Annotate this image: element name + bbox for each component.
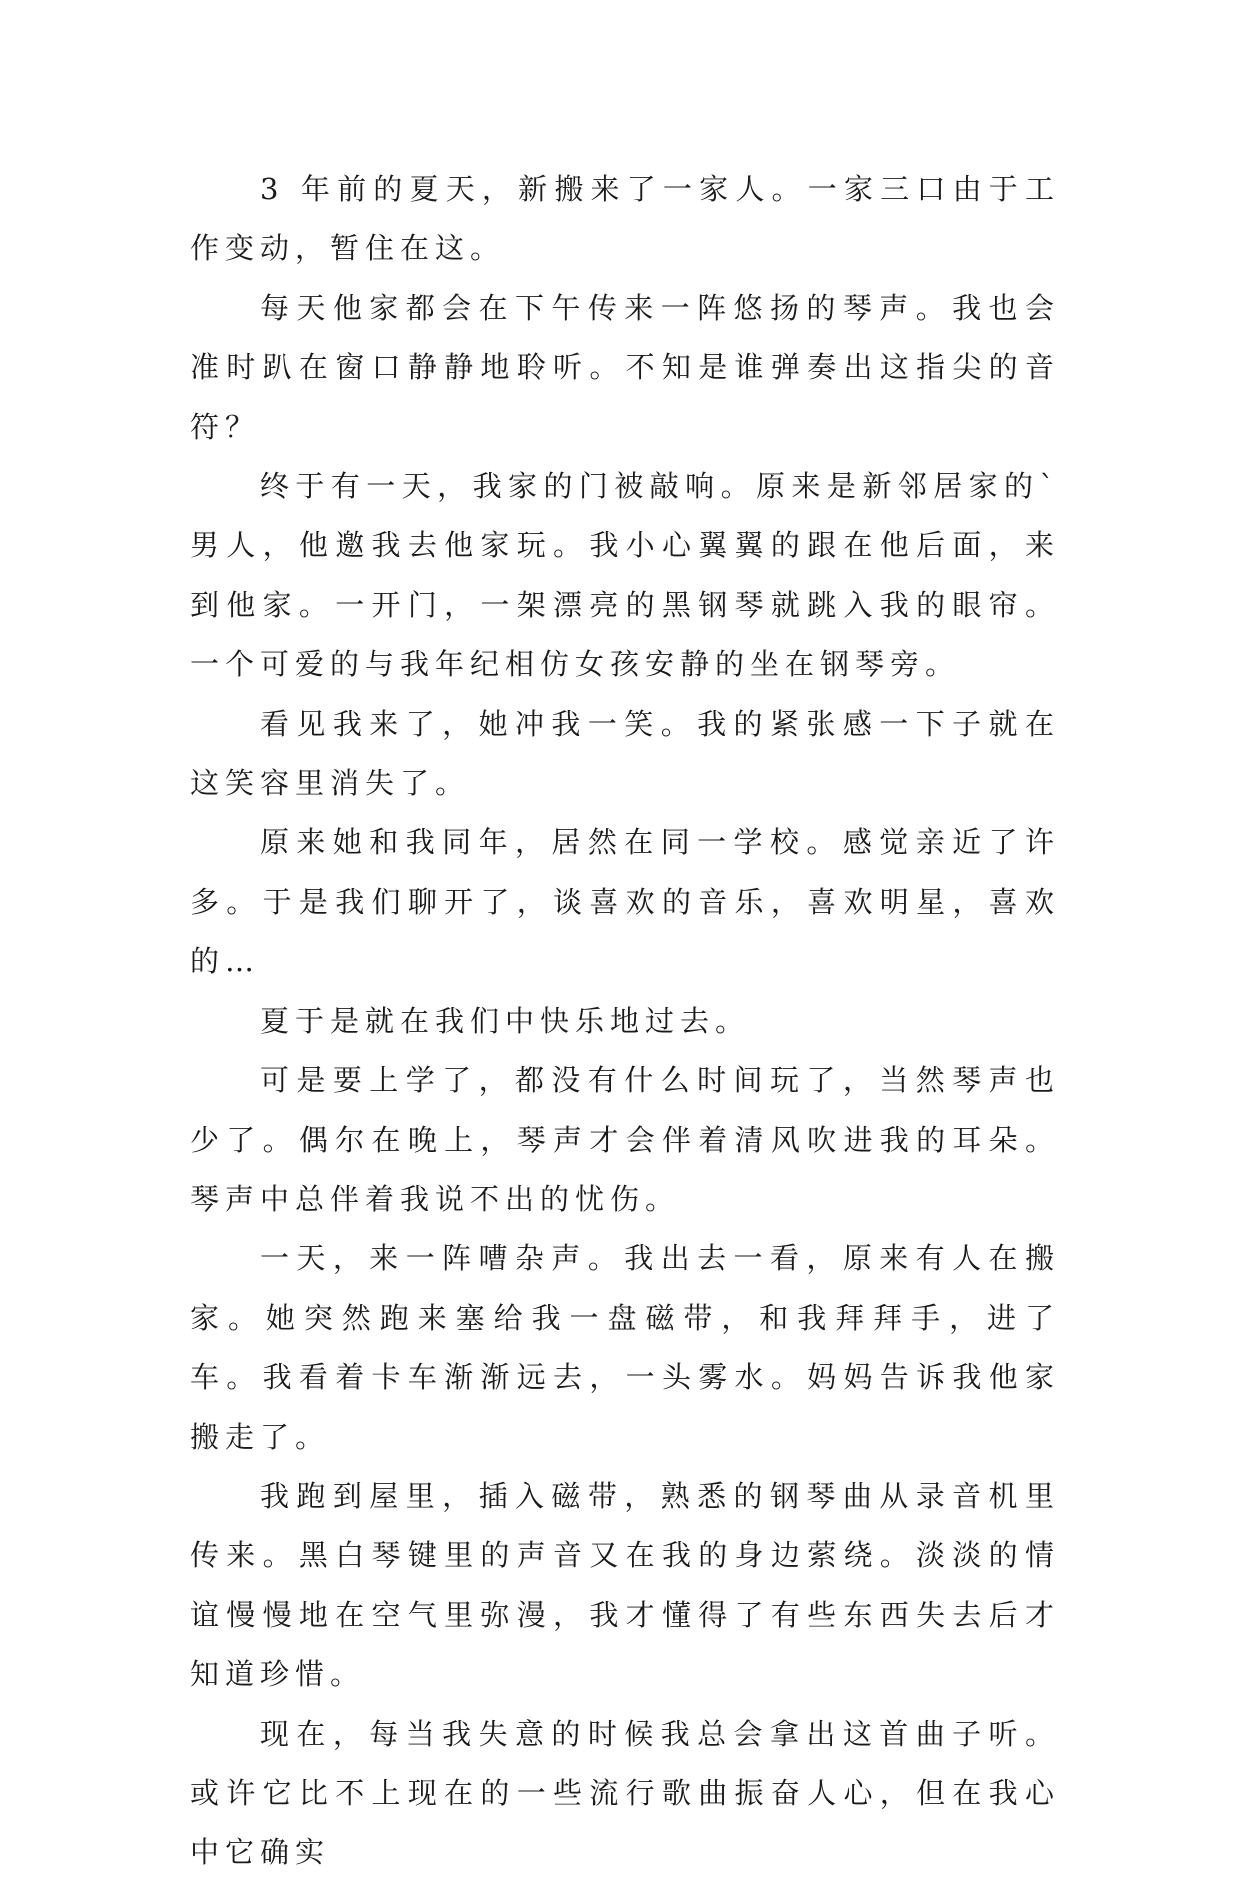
paragraph-9: 我跑到屋里，插入磁带，熟悉的钢琴曲从录音机里传来。黑白琴键里的声音又在我的身边萦绕。淡淡的情谊慢慢地在空气里弥漫，我才懂得了有些东西失去后才知道珍惜。	[190, 1478, 1060, 1692]
paragraph-5: 原来她和我同年，居然在同一学校。感觉亲近了许多。于是我们聊开了，谈喜欢的音乐，喜欢明星，喜欢的…	[190, 825, 1060, 979]
paragraph-1: 3 年前的夏天，新搬来了一家人。一家三口由于工作变动，暂住在这。	[190, 172, 1060, 266]
paragraph-4: 看见我来了，她冲我一笑。我的紧张感一下子就在这笑容里消失了。	[190, 706, 1060, 801]
paragraph-2: 每天他家都会在下午传来一阵悠扬的琴声。我也会准时趴在窗口静静地聆听。不知是谁弹奏出这指尖的音符？	[190, 290, 1060, 444]
paragraph-8: 一天，来一阵嘈杂声。我出去一看，原来有人在搬家。她突然跑来塞给我一盘磁带，和我拜拜手，进了车。我看着卡车渐渐远去，一头雾水。妈妈告诉我他家搬走了。	[190, 1241, 1060, 1454]
paragraph-10: 现在，每当我失意的时候我总会拿出这首曲子听。或许它比不上现在的一些流行歌曲振奋人心，但在我心中它确实	[190, 1716, 1060, 1870]
paragraph-3: 终于有一天，我家的门被敲响。原来是新邻居家的`男人，他邀我去他家玩。我小心翼翼的跟在他后面，来到他家。一开门，一架漂亮的黑钢琴就跳入我的眼帘。一个可爱的与我年纪相仿女孩安静的坐在钢琴旁。	[190, 469, 1060, 682]
paragraph-6: 夏于是就在我们中快乐地过去。	[260, 1003, 751, 1038]
paragraph-7: 可是要上学了，都没有什么时间玩了，当然琴声也少了。偶尔在晚上，琴声才会伴着清风吹进我的耳朵。琴声中总伴着我说不出的忧伤。	[190, 1063, 1060, 1216]
document-body	[190, 160, 1060, 1883]
